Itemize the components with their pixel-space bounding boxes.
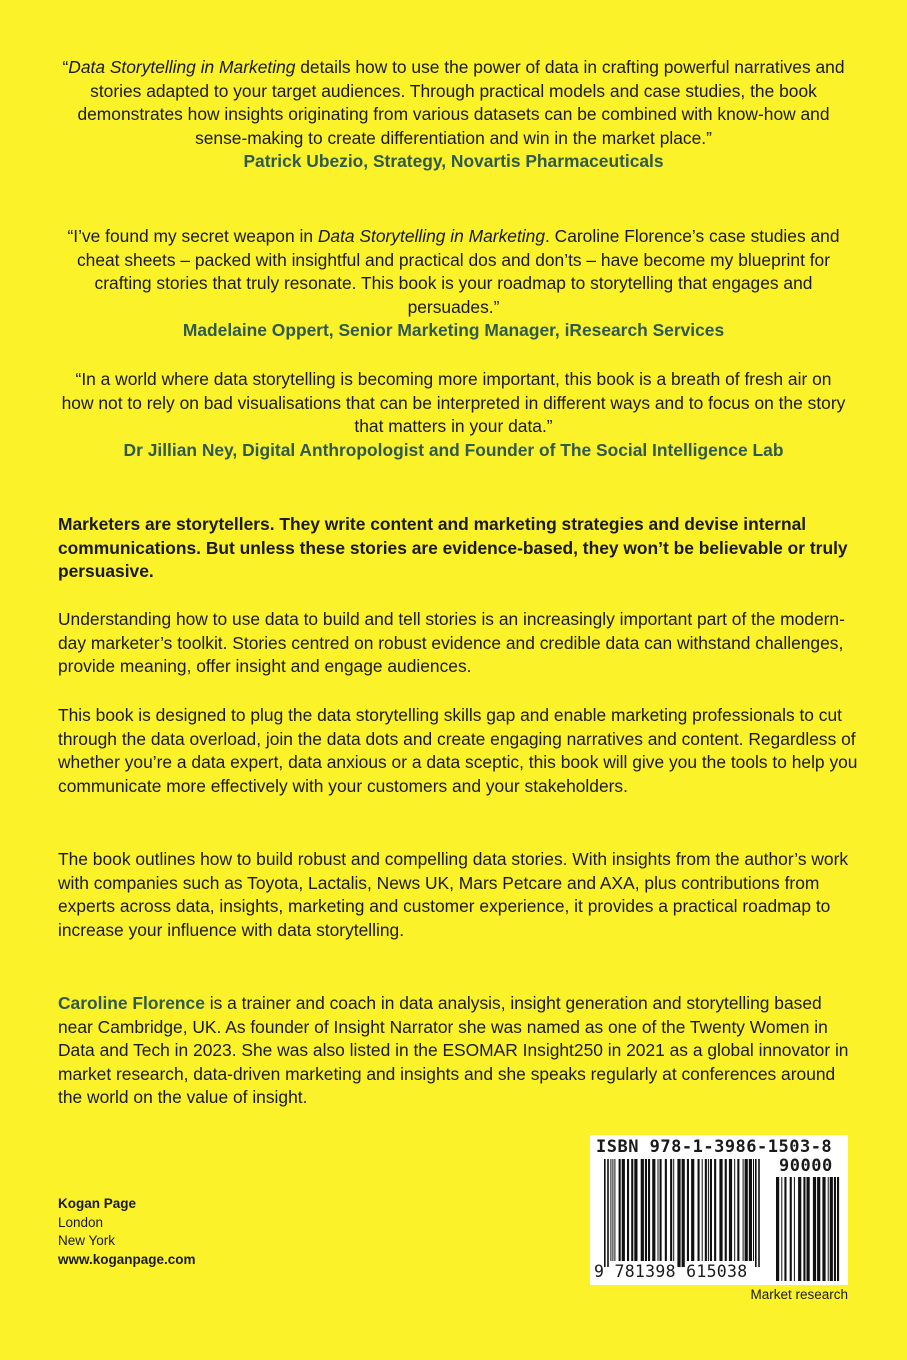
barcode-bar: [830, 1177, 833, 1281]
barcode-bar: [687, 1159, 689, 1261]
barcode-bar: [612, 1159, 613, 1261]
barcode-bar: [710, 1159, 712, 1261]
barcode-bar: [705, 1159, 707, 1261]
barcode-bar: [607, 1159, 609, 1267]
barcode-bar: [753, 1159, 754, 1261]
barcode-bar: [652, 1159, 655, 1261]
publisher-website: www.koganpage.com: [58, 1251, 196, 1267]
barcode-bar: [714, 1159, 716, 1261]
barcode-bar: [828, 1177, 829, 1281]
barcode-bar: [803, 1177, 805, 1281]
barcode-bar: [794, 1177, 795, 1281]
quote-2-book-title: Data Storytelling in Marketing: [317, 226, 545, 246]
barcode-bar: [745, 1159, 748, 1261]
barcode-bar: [776, 1177, 779, 1281]
quote-1: [60, 56, 847, 174]
publisher-name: Kogan Page: [58, 1196, 137, 1211]
barcode-bar: [691, 1159, 694, 1261]
isbn-label: ISBN 978-1-3986-1503-8: [596, 1137, 833, 1157]
barcode-bar: [737, 1159, 739, 1261]
barcode-bar: [834, 1177, 836, 1281]
barcode-bar: [822, 1177, 825, 1281]
price-addon-code: 90000: [779, 1156, 833, 1176]
quote-2-attribution: Madelaine Oppert, Senior Marketing Manager, iResearch Services: [182, 320, 725, 340]
barcode-bar: [665, 1159, 667, 1261]
barcode-bar: [682, 1159, 685, 1267]
quote-1-book-title: Data Storytelling in Marketing: [68, 57, 296, 77]
publisher-city-new-york: New York: [58, 1233, 116, 1249]
barcode-bar: [758, 1159, 760, 1267]
barcode-bar: [784, 1177, 786, 1281]
quote-1-text: details how to use the power of data in crafting powerful narratives and stories adapted to your target audiences. Through practical models and case studies, the book demonstrates how insights originating from various datasets can be combined with know-how and sense-making to create differentiation and win in the market place.”: [77, 57, 845, 148]
barcode-bar: [781, 1177, 782, 1281]
barcode-bar: [631, 1159, 633, 1261]
barcode-bar: [837, 1177, 839, 1281]
quote-1-attribution: Patrick Ubezio, Strategy, Novartis Pharmaceuticals: [243, 151, 664, 171]
blurb-paragraph-1: Understanding how to use data to build and tell stories is an increasingly important part of the modern-day marketer’s toolkit. Stories centred on robust evidence and credible data can withstand challenges, provide meaning, offer insight and engage audiences.: [58, 609, 845, 677]
barcode-bar: [743, 1159, 744, 1261]
blurb-paragraph-2: This book is designed to plug the data storytelling skills gap and enable marketing professionals to cut through the data overload, join the data dots and create engaging narratives and content. Regardless of whether you’re a data expert, data anxious or a data sceptic, this book will give you the tools to help you communicate more effectively with your customers and your stakeholders.: [58, 705, 858, 796]
barcode-bar: [610, 1159, 611, 1261]
barcode-bar: [627, 1159, 629, 1261]
author-bio: [58, 992, 858, 1110]
barcode-bar: [755, 1159, 757, 1267]
ean-digits: 9 781398 615038: [594, 1262, 748, 1281]
barcode-bar: [734, 1159, 735, 1261]
barcode-bar: [660, 1159, 662, 1261]
barcode-bar: [817, 1177, 820, 1281]
isbn-barcode: [590, 1135, 848, 1285]
barcode-bar: [622, 1159, 625, 1261]
barcode-bar: [790, 1177, 792, 1281]
blurb-paragraph-3: The book outlines how to build robust and compelling data stories. With insights from the author’s work with companies such as Toyota, Lactalis, News UK, Mars Petcare and AXA, plus contributions from experts across data, insights, marketing and customer experience, it provides a practical roadmap to increase your influence with data storytelling.: [58, 849, 849, 940]
barcode-bar: [673, 1159, 674, 1261]
publisher-city-london: London: [58, 1214, 104, 1230]
barcode-bar: [807, 1177, 810, 1281]
category-label: Market research: [750, 1287, 848, 1302]
quote-3-text: “In a world where data storytelling is becoming more important, this book is a breath of fresh air on how not to rely on bad visualisations that can be interpreted in different ways and to focus on the story that matters in your data.”: [61, 369, 846, 436]
quote-3: [60, 368, 847, 462]
barcode-bar: [729, 1159, 732, 1261]
barcode-bar: [634, 1159, 637, 1261]
barcode-bar: [645, 1159, 647, 1261]
barcode-bar: [725, 1159, 727, 1261]
quote-2-text: . Caroline Florence’s case studies and cheat sheets – packed with insightful and practical dos and don’ts – have become my blueprint for crafting stories that truly resonate. This book is your roadmap to storytelling that engages and persuades.”: [76, 226, 840, 317]
quote-1-open: “: [62, 57, 69, 77]
barcode-bar: [619, 1159, 621, 1261]
quote-2-before: “I’ve found my secret weapon in: [67, 226, 318, 246]
publisher-block: [58, 1195, 196, 1269]
barcode-bar: [677, 1159, 680, 1267]
barcode-bar: [658, 1159, 659, 1261]
barcode-bar: [708, 1159, 709, 1261]
barcode-bar: [698, 1159, 700, 1261]
barcode-bar: [648, 1159, 650, 1261]
barcode-bar: [702, 1159, 703, 1261]
barcode-bar: [798, 1177, 801, 1281]
barcode-bar: [670, 1159, 672, 1261]
author-name: Caroline Florence: [58, 993, 205, 1013]
blurb-lead: Marketers are storytellers. They write content and marketing strategies and devise internal communications. But unless these stories are evidence-based, they won’t be believable or truly persuasive.: [58, 514, 848, 582]
quote-3-attribution: Dr Jillian Ney, Digital Anthropologist and Founder of The Social Intelligence Lab: [123, 439, 784, 460]
quote-2: [60, 225, 847, 343]
barcode-bar: [719, 1159, 722, 1261]
barcode-bar: [813, 1177, 816, 1281]
barcode-bar: [614, 1159, 615, 1261]
barcode-bar: [641, 1159, 644, 1261]
barcode-bar: [749, 1159, 752, 1261]
author-bio-text: is a trainer and coach in data analysis, insight generation and storytelling based near Cambridge, UK. As founder of Insight Narrator she was named as one of the Twenty Women in Data and Tech in 2023. She was also listed in the ESOMAR Insight250 in 2021 as a global innovator in market research, data-driven marketing and insights and she speaks regularly at conferences around the world on the value of insight.: [58, 993, 849, 1108]
barcode-bar: [604, 1159, 606, 1267]
